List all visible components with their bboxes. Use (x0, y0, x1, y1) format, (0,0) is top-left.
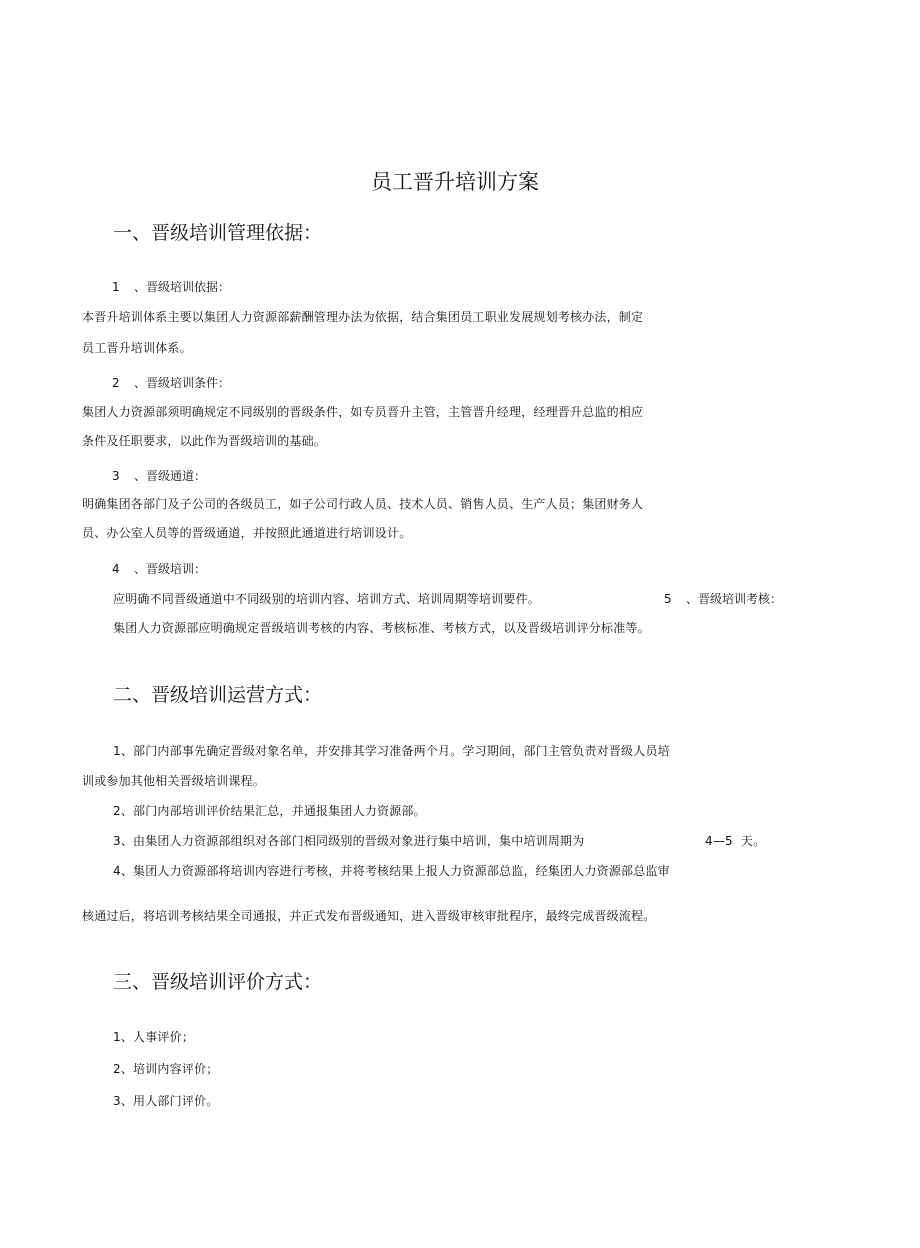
section3-heading: 三、晋级培训评价方式： (113, 971, 323, 993)
section2-p3-unit: 天。 (740, 834, 766, 848)
section2-p3-period (705, 834, 765, 848)
item1-text-line2: 员工晋升培训体系。 (82, 341, 192, 355)
item2-number: 2 (112, 376, 120, 390)
item3-text-line2: 员、办公室人员等的晋级通道，并按照此通道进行培训设计。 (82, 526, 412, 540)
item4-text: 应明确不同晋级通道中不同级别的培训内容、培训方式、培训周期等培训要件。 (113, 592, 541, 606)
item3-heading (112, 469, 206, 483)
section2-p1-line1: 1、部门内部事先确定晋级对象名单，并安排其学习准备两个月。学习期间，部门主管负责对晋级人员培 (113, 744, 670, 758)
section2-p3-days: 4—5 (705, 834, 733, 848)
page-title: 员工晋升培训方案 (371, 170, 539, 194)
section3-item-1: 1、人事评价； (113, 1030, 195, 1044)
item1-number: 1 (112, 280, 120, 294)
section2-p4-line1: 4、集团人力资源部将培训内容进行考核，并将考核结果上报人力资源部总监，经集团人力资源部总监审 (113, 864, 670, 878)
section3-item-3: 3、用人部门评价。 (113, 1094, 219, 1108)
section2-p1-line2: 训或参加其他相关晋级培训课程。 (82, 774, 266, 788)
item2-label: 、晋级培训条件： (134, 376, 231, 390)
section3-item-2: 2、培训内容评价； (113, 1062, 219, 1076)
item3-number: 3 (112, 469, 120, 483)
section2-p2: 2、部门内部培训评价结果汇总，并通报集团人力资源部。 (113, 804, 426, 818)
item1-text-line1: 本晋升培训体系主要以集团人力资源部薪酬管理办法为依据，结合集团员工职业发展规划考核办法，制定 (82, 310, 644, 324)
item1-label: 、晋级培训依据： (134, 280, 231, 294)
item2-heading (112, 376, 230, 390)
section2-p4-line2: 核通过后，将培训考核结果全司通报，并正式发布晋级通知，进入晋级审核审批程序，最终完成晋级流程。 (82, 909, 656, 923)
item4-label: 、晋级培训： (134, 562, 207, 576)
item4-number: 4 (112, 562, 120, 576)
section2-heading: 二、晋级培训运营方式： (113, 684, 323, 706)
section1-heading: 一、晋级培训管理依据： (113, 222, 323, 244)
item5-text: 集团人力资源部应明确规定晋级培训考核的内容、考核标准、考核方式，以及晋级培训评分标准等。 (113, 621, 650, 635)
item5-number: 5 (664, 592, 672, 606)
item4-heading (112, 562, 206, 576)
item5-label: 、晋级培训考核： (686, 592, 783, 606)
section2-p3: 3、由集团人力资源部组织对各部门相同级别的晋级对象进行集中培训，集中培训周期为 (113, 834, 585, 848)
item5-heading (664, 592, 782, 606)
item3-text-line1: 明确集团各部门及子公司的各级员工，如子公司行政人员、技术人员、销售人员、生产人员；集团财务人 (82, 497, 644, 511)
item2-text-line1: 集团人力资源部须明确规定不同级别的晋级条件，如专员晋升主管，主管晋升经理，经理晋升总监的相应 (82, 405, 644, 419)
item1-heading (112, 280, 230, 294)
item3-label: 、晋级通道： (134, 469, 207, 483)
item2-text-line2: 条件及任职要求，以此作为晋级培训的基础。 (82, 434, 327, 448)
